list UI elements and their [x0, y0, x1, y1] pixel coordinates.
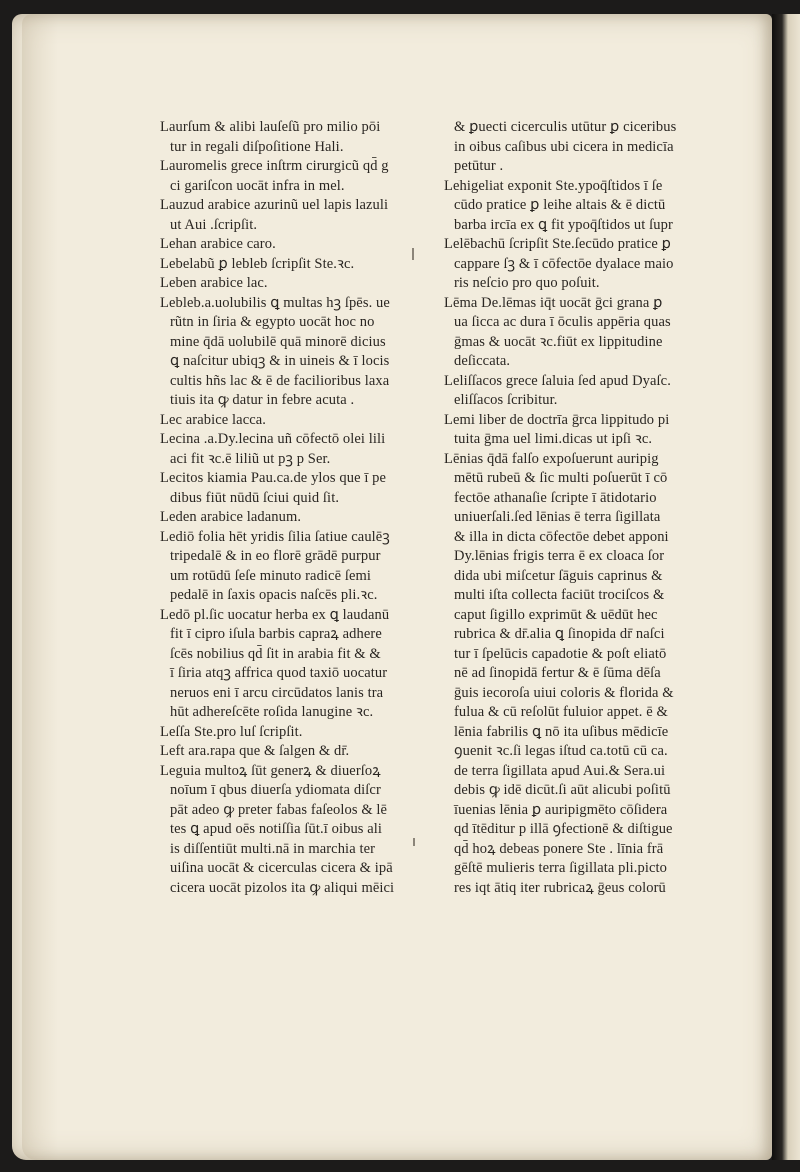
- left-column-line: cicera uocāt pizolos ita ꝙ aliqui mēici: [170, 879, 395, 896]
- left-column-line: Leben arabice lac.: [160, 275, 268, 291]
- left-column-line: aci fit ꝛc.ē liliũ ut pꝫ p Ser.: [170, 450, 331, 467]
- left-column-line: pāt adeo ꝙ preter fabas faſeolos & lē: [170, 801, 388, 818]
- left-column-line: Lec arabice lacca.: [160, 411, 267, 428]
- page-gutter: [772, 14, 800, 1160]
- right-column-line: fectōe athanaſie ſcripte ī ātidotario: [454, 489, 657, 506]
- right-column-line: īuenias lēnia ꝑ auripigmēto cōſidera: [454, 801, 668, 818]
- right-column-line: rubrica & dr̄.alia ꝗ ſinopida dr̄ naſci: [454, 626, 665, 642]
- right-column-line: gēſtē mulieris terra ſigillata pli.picto: [454, 860, 667, 876]
- left-column-line: Lebelabũ ꝑ lebleb ſcripſit Ste.ꝛc.: [160, 255, 355, 272]
- right-column-line: & illa in dicta cōfectōe debet apponi: [454, 528, 669, 545]
- right-column-line: ꝯuenit ꝛc.ſi legas iſtud ca.totū cū ca.: [454, 743, 668, 759]
- right-column-line: ḡmas & uocāt ꝛc.fiūt ex lippitudine: [454, 333, 663, 350]
- left-column-line: Laurſum & alibi lauſeſũ pro milio pōi: [160, 119, 381, 135]
- right-column-line: cūdo pratice ꝑ leihe altais & ē dictū: [454, 197, 666, 213]
- right-column-line: tuita ḡma uel limi.dicas ut ipſi ꝛc.: [454, 431, 653, 447]
- left-column-line: Left ara.rapa que & ſalgen & dr̄.: [160, 743, 350, 759]
- right-column-line: Lēma De.lēmas iq̄t uocāt ḡci grana ꝑ: [444, 294, 663, 311]
- left-column-line: ꝗ naſcitur ubiqꝫ & in uineis & ī locis: [170, 353, 390, 369]
- left-column-line: Leſſa Ste.pro luſ ſcripſit.: [160, 723, 303, 740]
- right-column-line: tur ī ſpelūcis capadotie & poſt eliatō: [454, 645, 667, 662]
- right-column-line: Dy.lēnias frigis terra ē ex cloaca ſor: [454, 548, 665, 564]
- right-column-line: lēnia fabrilis ꝗ nō ita uſibus mēdicīe: [454, 723, 669, 740]
- left-column-line: noīum ī qbus diuerſa ydiomata diſcr: [170, 782, 381, 798]
- right-column-line: caput ſigillo exprimūt & uēdūt hec: [454, 606, 658, 623]
- left-column-line: Lauzud arabice azurinũ uel lapis lazuli: [160, 197, 389, 213]
- right-column-line: Lēnias q̄dā falſo expoſuerunt auripig: [444, 450, 659, 467]
- right-column-line: ḡuis iecoroſa uiui coloris & florida &: [454, 684, 674, 701]
- left-column-line: Lecitos kiamia Pau.ca.de ylos que ī pe: [160, 470, 387, 486]
- right-column-line: petūtur .: [454, 158, 504, 174]
- right-column-line: res iqt ātiq iter rubricaꝝ ḡeus colorū: [454, 879, 666, 896]
- left-column-line: neruos eni ī arcu circūdatos lanis tra: [170, 684, 384, 701]
- right-column-line: dida ubi miſcetur ſāguis caprinus &: [454, 567, 663, 584]
- right-column-line: qd̄ hoꝝ debeas ponere Ste . līnia frā: [454, 840, 664, 857]
- right-column-line: uniuerſali.ſed lēnias ē terra ſigillata: [454, 509, 661, 525]
- right-column-line: Lehigeliat exponit Ste.ypoq̄ſtidos ī ſe: [444, 177, 663, 194]
- right-column-line: Leliſſacos grece ſaluia ſed apud Dyaſc.: [444, 372, 671, 389]
- left-column-line: dibus fiūt nūdū ſciui quid ſit.: [170, 489, 340, 506]
- left-column-line: cultis hñs lac & ē de facilioribus laxa: [170, 372, 390, 389]
- left-column-line: ut Aui .ſcripſit.: [170, 216, 258, 233]
- left-column-line: pedalē in ſaxis opacis naſcēs pli.ꝛc.: [170, 587, 378, 603]
- left-column-line: uiſina uocāt & cicerculas cicera & ipā: [170, 860, 393, 876]
- right-column-line: eliſſacos ſcribitur.: [454, 392, 558, 408]
- right-column-line: mētū rubeū & ſic multi poſuerūt ī cō: [454, 470, 668, 486]
- right-column-line: nē ad ſinopidā fertur & ē ſūma dēſa: [454, 665, 661, 681]
- right-column-line: Lemi liber de doctrīa ḡrca lippitudo pi: [444, 411, 670, 428]
- left-column-line: tes ꝗ apud oēs notiſſia ſūt.ī oibus ali: [170, 821, 383, 837]
- left-column-line: Lebleb.a.uolubilis ꝗ multas hꝫ ſpēs. ue: [160, 294, 390, 311]
- left-text-column: [160, 118, 430, 898]
- left-column-line: rũtn in ſiria & egypto uocāt hoc no: [170, 314, 375, 330]
- left-column-line: um rotūdū ſeſe minuto radicē ſemi: [170, 567, 372, 584]
- right-column-line: & ꝑuecti cicerculis utūtur ꝑ ciceribus: [454, 119, 677, 135]
- right-column-line: deſiccata.: [454, 353, 511, 369]
- right-column-line: fulua & cū reſolūt fuluior appet. ē &: [454, 704, 668, 720]
- left-column-line: mine q̄dā uolubilē quā minorē dicius: [170, 333, 386, 350]
- left-column-line: fit ī cipro iſula barbis capraꝝ adhere: [170, 626, 382, 642]
- right-column-line: barba ircīa ex ꝗ fit ypoq̄ſtidos ut ſupr: [454, 216, 673, 233]
- left-column-line: Lecina .a.Dy.lecina uñ cōfectō olei lili: [160, 431, 386, 447]
- left-column-line: tripedalē & in eo florē grādē purpur: [170, 548, 381, 564]
- right-column-line: in oibus caſibus ubi cicera in medicīa: [454, 138, 674, 155]
- left-column-line: hūt adhereſcēte roſida lanugine ꝛc.: [170, 704, 374, 720]
- left-column-line: ci gariſcon uocāt infra in mel.: [170, 177, 345, 194]
- right-column-line: cappare ſꝫ & ī cōfectōe dyalace maio: [454, 255, 674, 272]
- left-column-line: Lauromelis grece inſtrm cirurgicũ qd̄ g: [160, 158, 389, 174]
- right-column-line: de terra ſigillata apud Aui.& Sera.ui: [454, 762, 666, 779]
- left-column-line: ī ſiria atqꝫ affrica quod taxiō uocatur: [170, 665, 388, 681]
- left-column-line: tur in regali diſpoſitione Hali.: [170, 138, 344, 155]
- left-column-line: Lediō folia hēt yridis ſilia ſatiue caulēꝫ: [160, 528, 390, 545]
- left-column-line: ſcēs nobilius qd̄ ſit in arabia fit & &: [170, 645, 381, 662]
- left-column-line: Lehan arabice caro.: [160, 236, 276, 252]
- left-column-line: Leden arabice ladanum.: [160, 509, 302, 525]
- right-column-line: multi iſta collecta faciūt trociſcos &: [454, 587, 665, 603]
- margin-mark: [412, 248, 414, 260]
- right-column-line: Lelēbachū ſcripſit Ste.ſecūdo pratice ꝑ: [444, 236, 671, 252]
- left-column-line: Ledō pl.ſic uocatur herba ex ꝗ laudanū: [160, 606, 390, 623]
- right-column-line: debis ꝙ idē dicūt.ſi aūt alicubi poſitū: [454, 782, 671, 798]
- left-column-line: Leguia multoꝝ ſūt generꝝ & diuerſoꝝ: [160, 762, 381, 779]
- left-column-line: is diſſentiūt multi.nā in marchia ter: [170, 840, 376, 857]
- margin-mark-lower: [413, 838, 415, 846]
- right-column-line: ris neſcio pro quo poſuit.: [454, 275, 600, 291]
- right-text-column: [444, 118, 714, 898]
- right-column-line: ua ſicca ac dura ī ōculis appēria quas: [454, 314, 671, 330]
- left-column-line: tiuis ita ꝙ datur in febre acuta .: [170, 392, 355, 408]
- right-column-line: qd ītēditur p illā ꝯfectionē & diſtigue: [454, 821, 673, 837]
